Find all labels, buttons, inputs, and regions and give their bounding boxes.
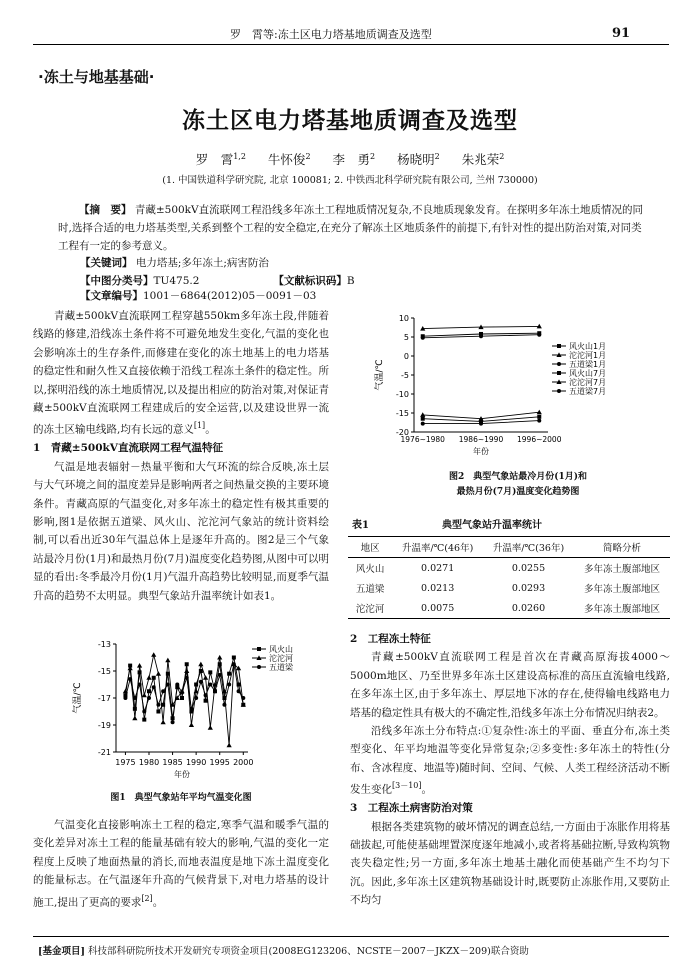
data-point bbox=[156, 671, 161, 676]
paragraph-3: 青藏±500kV直流联网工程是首次在青藏高原海拔4000～5000m地区、乃至世界多年冻土区建设高标准的高压直流输电线路,在多年冻土区,由于多年冻土、厚层地下冰的存在,使得输电线路电力塔基的稳定性具有极大的不确定性,沿线多年冻土分布情况归纳表2。 bbox=[350, 651, 670, 719]
x-tick-label: 1976~1980 bbox=[400, 435, 445, 444]
data-point bbox=[208, 683, 212, 687]
author: 李 勇$^2$ bbox=[332, 151, 376, 167]
data-point bbox=[175, 683, 179, 687]
legend-label: 风火山 bbox=[269, 645, 293, 654]
y-tick-label: -13 bbox=[97, 640, 111, 649]
author: 罗 霄$^{1,2}$ bbox=[195, 151, 246, 167]
author: 牛怀俊$^2$ bbox=[267, 151, 311, 167]
data-point bbox=[203, 675, 208, 680]
legend-label: 沱沱河7月 bbox=[569, 378, 607, 387]
x-tick-label: 1985 bbox=[162, 758, 183, 767]
data-point bbox=[227, 683, 231, 687]
heading-2: 2 工程冻土特征 bbox=[350, 633, 431, 645]
x-axis-label: 年份 bbox=[174, 770, 190, 779]
data-point bbox=[147, 696, 151, 700]
data-point bbox=[185, 662, 189, 666]
figure-1-chart bbox=[70, 636, 300, 784]
table-1 bbox=[348, 536, 670, 619]
data-point bbox=[213, 689, 217, 693]
y-axis-label: 气温/℃ bbox=[73, 682, 83, 714]
data-point bbox=[194, 696, 198, 700]
affiliations: (1. 中国铁道科学研究院, 北京 100081; 2. 中铁西北科学研究院有限公司, 兰州 730000) bbox=[162, 175, 538, 186]
data-point bbox=[142, 693, 147, 698]
data-point bbox=[199, 680, 203, 684]
data-point bbox=[156, 710, 160, 714]
y-tick-label: -15 bbox=[97, 667, 111, 676]
data-point bbox=[142, 710, 146, 714]
data-point bbox=[198, 662, 203, 667]
y-tick-label: 10 bbox=[398, 314, 409, 323]
data-point bbox=[227, 672, 231, 676]
intro-paragraph: 青藏±500kV直流联网工程穿越550km多年冻土段,伴随着线路的修建,沿线冻土条件将不可避免地发生变化,气温的变化也会影响冻土的生存条件,而修建在变化的冻土地基上的电力塔基的稳定性和耐久性又直接依赖于沿线工程冻土条件的稳定性。所以,探明沿线的冻土地质情况,以及提出相应的防治对策,对保证青藏±500kV直流联网工程建成后的安全运营,以及建设世界一流的冻土区输电线路,均有长远的意义[1]。 bbox=[33, 310, 329, 436]
data-point bbox=[151, 652, 156, 657]
abstract bbox=[58, 201, 644, 255]
x-tick-label: 1990 bbox=[185, 758, 207, 767]
legend-label: 风火山1月 bbox=[569, 342, 607, 351]
table-header-row: 地区 升温率/℃(46年) 升温率/℃(36年) 简略分析 bbox=[348, 537, 670, 558]
data-point bbox=[171, 720, 175, 724]
x-tick-label: 1986~1990 bbox=[458, 435, 504, 444]
legend-marker bbox=[557, 389, 561, 393]
data-point bbox=[189, 707, 193, 711]
section-label: ·冻土与地基基础· bbox=[38, 68, 155, 86]
data-point bbox=[166, 683, 170, 687]
author-list bbox=[0, 150, 700, 168]
data-point bbox=[184, 668, 189, 673]
y-tick-label: 5 bbox=[403, 333, 409, 342]
x-tick-label: 1995 bbox=[209, 758, 230, 767]
header-rule bbox=[33, 44, 669, 45]
legend-label: 五道梁 bbox=[269, 663, 293, 672]
left-column-top bbox=[33, 307, 329, 605]
data-point bbox=[537, 333, 541, 337]
data-point bbox=[142, 718, 146, 722]
author: 朱兆荣$^2$ bbox=[461, 151, 505, 167]
data-point bbox=[537, 419, 541, 423]
data-point bbox=[161, 720, 166, 725]
data-point bbox=[146, 675, 151, 680]
data-point bbox=[133, 696, 137, 700]
data-point bbox=[152, 676, 156, 680]
data-point bbox=[421, 417, 425, 421]
author: 杨晓明$^2$ bbox=[397, 151, 440, 167]
footnote: [基金项目] 科技部科研院所技术开发研究专项资金项目(2008EG123206、NCSTE－2007－JKZX－209)联合资助 bbox=[38, 946, 529, 957]
y-axis-label: 气温/℃ bbox=[375, 359, 385, 391]
legend-marker bbox=[557, 344, 561, 348]
data-point bbox=[156, 703, 160, 707]
figure-2-caption: 图2 典型气象站最冷月份(1月)和 最热月份(7月)温度变化趋势图 bbox=[448, 472, 588, 497]
legend-marker bbox=[557, 362, 561, 366]
y-tick-label: -19 bbox=[97, 721, 111, 730]
y-tick-label: -21 bbox=[97, 748, 111, 757]
data-point bbox=[227, 743, 232, 748]
data-point bbox=[147, 689, 151, 693]
data-point bbox=[421, 422, 425, 426]
data-point bbox=[152, 685, 156, 689]
left-column-bottom bbox=[33, 816, 329, 912]
data-point bbox=[537, 410, 542, 415]
paragraph-1: 气温是地表辐射－热量平衡和大气环流的综合反映,冻土层与大气环境之间的温度差异是影响两者之间热量交换的主要环境条件。青藏高原的气温变化,对多年冻土的稳定性有极其重要的影响,图1是依据五道梁、风火山、沱沱河气象站的统计资料绘制,可以看出近30年气温总体上是逐年升高的。图2是三个气象站最冷月份(1月)和最热月份(7月)温度变化趋势图,从图中可以明显的看出:冬季最冷月份(1月)气温升高趋势比较明显,而夏季气温升高的趋势不太明显。典型气象站升温率统计如表1。 bbox=[33, 460, 329, 602]
data-point bbox=[208, 725, 213, 730]
legend-marker bbox=[257, 665, 261, 669]
data-point bbox=[138, 683, 142, 687]
x-tick-label: 2000 bbox=[233, 758, 254, 767]
legend-marker bbox=[257, 647, 261, 651]
data-point bbox=[123, 696, 127, 700]
y-tick-label: -20 bbox=[395, 428, 409, 437]
abstract-text: 青藏±500kV直流联网工程沿线多年冻土工程地质情况复杂,不良地质现象发育。在探明多年冻土地质情况的同时,选择合适的电力塔基类型,关系到整个工程的安全稳定,在充分了解冻土区地质条件的前提下,有针对性的提出防治对策,对同类工程有一定的参考意义。 bbox=[58, 204, 643, 252]
classification-line: 【中图分类号】TU475.2 【文献标识码】B 【文章编号】1001－6864(2012)05－0091－03 bbox=[80, 275, 355, 302]
data-point bbox=[189, 722, 194, 727]
table-row: 五道梁 0.0213 0.0293 多年冻土腹部地区 bbox=[355, 582, 660, 595]
legend-label: 五道梁1月 bbox=[569, 360, 607, 369]
data-point bbox=[218, 673, 222, 677]
footnote-rule bbox=[33, 936, 669, 937]
heading-3: 3 工程冻土病害防治对策 bbox=[350, 802, 473, 815]
data-point bbox=[232, 662, 236, 666]
paper-title: 冻土区电力塔基地质调查及选型 bbox=[182, 108, 518, 134]
legend-label: 沱沱河1月 bbox=[569, 351, 607, 360]
data-point bbox=[180, 691, 184, 695]
page-number: 91 bbox=[612, 26, 631, 41]
legend-marker bbox=[557, 371, 561, 375]
right-column-text bbox=[350, 630, 670, 910]
paragraph-2: 气温变化直接影响冻土工程的稳定,寒季气温和暖季气温的变化差异对冻土工程的能量基础有较大的影响,气温的变化一定程度上反映了地面热量的消长,而地表温度是地下冻土温度变化的能量标志。在气温逐年升高的气候背景下,对电力塔基的设计施工,提出了更高的要求[2]。 bbox=[33, 819, 329, 909]
y-tick-label: 0 bbox=[403, 352, 409, 361]
legend-label: 风火山7月 bbox=[569, 369, 607, 378]
data-point bbox=[161, 689, 165, 693]
data-point bbox=[208, 670, 212, 674]
x-tick-label: 1980 bbox=[138, 758, 160, 767]
data-point bbox=[232, 656, 236, 660]
data-point bbox=[237, 689, 241, 693]
data-point bbox=[479, 422, 483, 426]
y-tick-label: -17 bbox=[97, 694, 111, 703]
y-tick-label: -5 bbox=[401, 371, 409, 380]
data-point bbox=[204, 693, 208, 697]
figure-2-chart bbox=[370, 310, 660, 456]
keywords: 【关键词】 电力塔基;多年冻土;病害防治 bbox=[80, 257, 269, 269]
data-point bbox=[479, 334, 483, 338]
data-point bbox=[128, 677, 132, 681]
x-axis-label: 年份 bbox=[473, 447, 489, 456]
x-tick-label: 1975 bbox=[115, 758, 136, 767]
data-point bbox=[222, 703, 226, 707]
table-row: 风火山 0.0271 0.0255 多年冻土腹部地区 bbox=[355, 562, 660, 575]
legend-label: 沱沱河 bbox=[269, 654, 293, 663]
legend-label: 五道梁7月 bbox=[569, 387, 607, 396]
data-point bbox=[537, 415, 541, 419]
data-point bbox=[137, 663, 142, 668]
y-tick-label: -10 bbox=[395, 390, 409, 399]
data-point bbox=[132, 716, 137, 721]
data-point bbox=[165, 658, 170, 663]
y-tick-label: -15 bbox=[395, 409, 409, 418]
paragraph-4: 沿线多年冻土分布特点:①复杂性:冻土的平面、垂直分布,冻土类型变化、年平均地温等变化异常复杂;②多变性:多年冻土的特性(分布、含冰程度、地温等)随时间、空间、气候、人类工程经济活动不断发生变化[3－10]。 bbox=[350, 725, 670, 796]
data-point bbox=[241, 696, 245, 700]
x-tick-label: 1996~2000 bbox=[517, 435, 562, 444]
data-point bbox=[421, 336, 425, 340]
data-point bbox=[180, 696, 184, 700]
paragraph-5: 根据各类建筑物的破坏情况的调查总结,一方面由于冻胀作用将基础拔起,可能使基础埋置深度逐年地减小,或者将基础拉断,导致构筑物丧失稳定性;另一方面,多年冻土地基土融化而使基础产生不均匀下沉。因此,多年冻土区建筑物基础设计时,既要防止冻胀作用,又要防止不均匀 bbox=[350, 820, 670, 907]
figure-1-caption: 图1 典型气象站年平均气温变化图 bbox=[110, 793, 252, 803]
data-point bbox=[204, 699, 208, 703]
table-row: 沱沱河 0.0075 0.0260 多年冻土腹部地区 bbox=[355, 602, 660, 615]
table-1-title: 表1 典型气象站升温率统计 bbox=[352, 520, 542, 531]
data-point bbox=[185, 676, 189, 680]
abstract-label: 【摘 要】 bbox=[79, 204, 132, 216]
data-point bbox=[217, 655, 222, 660]
heading-1: 1 青藏±500kV直流联网工程气温特征 bbox=[33, 442, 223, 455]
running-title: 罗 霄等:冻土区电力塔基地质调查及选型 bbox=[230, 28, 432, 41]
